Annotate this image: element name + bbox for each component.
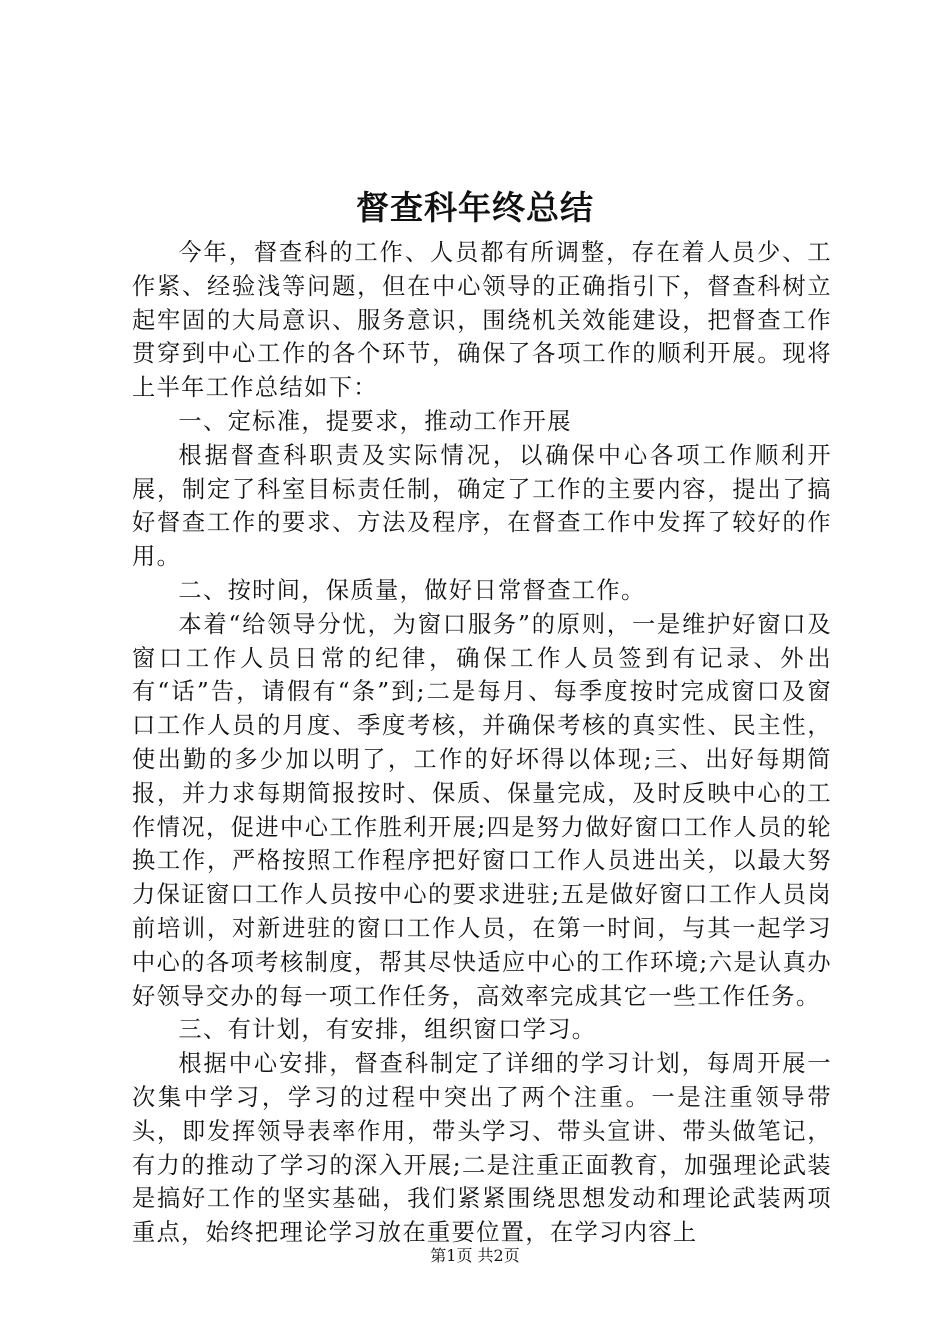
- paragraph-section-1: 根据督查科职责及实际情况，以确保中心各项工作顺利开展，制定了科室目标责任制，确定了工作的主要内容，提出了搞好督查工作的要求、方法及程序，在督查工作中发挥了较好的作用。: [132, 441, 832, 571]
- section-heading-3: 三、有计划，有安排，组织窗口学习。: [178, 1016, 597, 1044]
- page-number: 第1页 共2页: [430, 1246, 520, 1265]
- section-heading-2: 二、按时间，保质量，做好日常督查工作。: [178, 576, 646, 604]
- paragraph-intro: 今年，督查科的工作、人员都有所调整，存在着人员少、工作紧、经验浅等问题，但在中心领导的正确指引下，督查科树立起牢固的大局意识、服务意识，围绕机关效能建设，把督查工作贯穿到中心工作的各个环节，确保了各项工作的顺利开展。现将上半年工作总结如下：: [132, 239, 832, 402]
- paragraph-section-3: 根据中心安排，督查科制定了详细的学习计划，每周开展一次集中学习，学习的过程中突出了两个注重。一是注重领导带头，即发挥领导表率作用，带头学习、带头宣讲、带头做笔记，有力的推动了学习的深入开展;二是注重正面教育，加强理论武装是搞好工作的坚实基础，我们紧紧围绕思想发动和理论武装两项重点，始终把理论学习放在重要位置，在学习内容上: [132, 1050, 832, 1247]
- paragraph-section-2: 本着“给领导分忧，为窗口服务”的原则，一是维护好窗口及窗口工作人员日常的纪律，确保工作人员签到有记录、外出有“话”告，请假有“条”到;二是每月、每季度按时完成窗口及窗口工作人员的月度、季度考核，并确保考核的真实性、民主性，使出勤的多少加以明了，工作的好坏得以体现;三、出好每期简报，并力求每期简报按时、保质、保量完成，及时反映中心的工作情况，促进中心工作胜利开展;四是努力做好窗口工作人员的轮换工作，严格按照工作程序把好窗口工作人员进出关，以最大努力保证窗口工作人员按中心的要求进驻;五是做好窗口工作人员岗前培训，对新进驻的窗口工作人员，在第一时间，与其一起学习中心的各项考核制度，帮其尽快适应中心的工作环境;六是认真办好领导交办的每一项工作任务，高效率完成其它一些工作任务。: [132, 610, 832, 1010]
- page-title: 督查科年终总结: [356, 188, 594, 227]
- section-heading-1: 一、定标准，提要求，推动工作开展: [178, 407, 572, 435]
- document-body: [132, 236, 832, 1250]
